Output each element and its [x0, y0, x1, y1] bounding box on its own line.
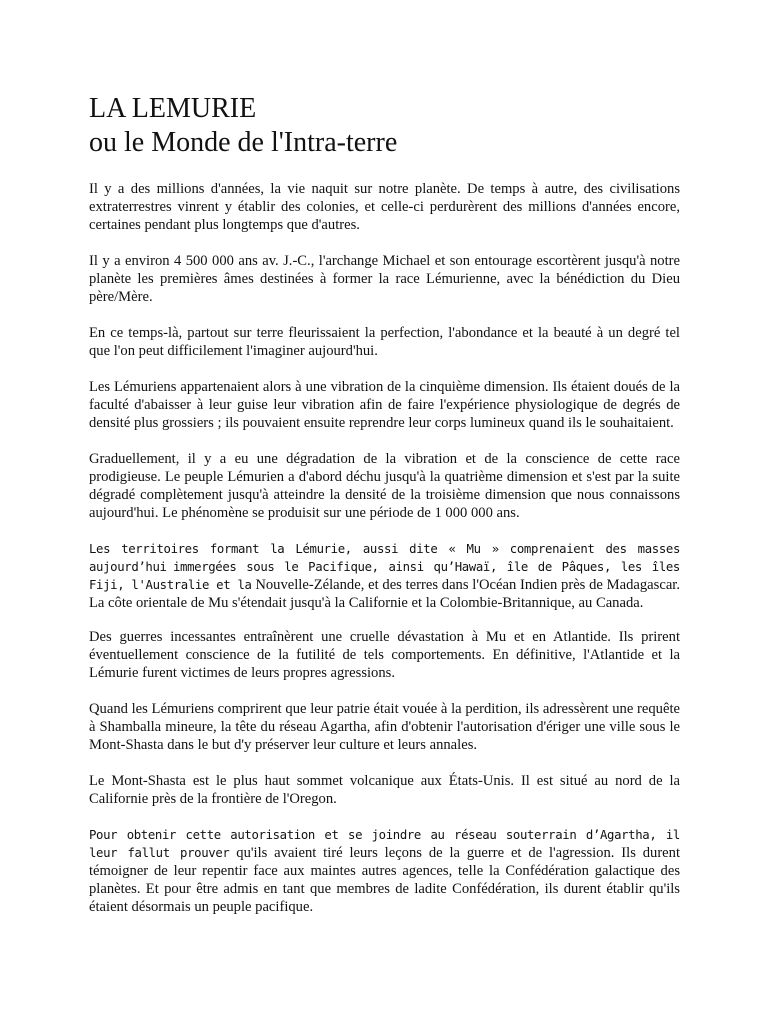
paragraph-9: Le Mont-Shasta est le plus haut sommet volcanique aux États-Unis. Il est situé au nord de la Californie près de la frontière de l'Oregon. [89, 773, 680, 807]
paragraph-10-rest: qu'ils avaient tiré leurs leçons de la guerre et de l'agression. Ils durent témoigner de leur repentir face aux maintes autres agences, telle la Confédération galactique des planètes. Et pour être admis en tant que membres de ladite Confédération, ils durent établir qu'ils étaient désormais un peuple pacifique. [89, 845, 681, 915]
title-line-2: ou le Monde de l'Intra-terre [89, 127, 398, 158]
paragraph-10-line-1: Pour obtenir cette autorisation et se joindre au réseau souterrain d’Agartha, il leur fallut prouver [89, 828, 680, 860]
title-line-1: LA LEMURIE [89, 93, 257, 124]
paragraph-6-rest: Nouvelle-Zélande, et des terres dans l'Océan Indien près de Madagascar. La côte orientale de Mu s'étendait jusqu'à la Californie et la Colombie-Britannique, au Canada. [89, 577, 680, 611]
paragraph-2: Il y a environ 4 500 000 ans av. J.-C., l'archange Michael et son entourage escortèrent jusqu'à notre planète les premières âmes destinées à former la race Lémurienne, avec la bénédiction du Dieu père/Mère. [89, 253, 680, 305]
document-title [89, 92, 680, 160]
paragraph-7: Des guerres incessantes entraînèrent une cruelle dévastation à Mu et en Atlantide. Ils prirent éventuellement conscience de la futilité de tels comportements. En définitive, l'Atlantide et la Lémurie furent victimes de leurs propres agressions. [89, 629, 680, 681]
paragraph-8: Quand les Lémuriens comprirent que leur patrie était vouée à la perdition, ils adressèrent une requête à Shamballa mineure, la tête du réseau Agartha, afin d'obtenir l'autorisation d'ériger une ville sous le Mont-Shasta dans le but d'y préserver leur culture et leurs annales. [89, 701, 680, 753]
paragraph-6-line-1: Les territoires formant la Lémurie, aussi dite « Mu » comprenaient des masses aujourd’hui [89, 542, 680, 574]
document-page [89, 92, 680, 934]
paragraph-10 [89, 826, 680, 916]
paragraph-1: Il y a des millions d'années, la vie naquit sur notre planète. De temps à autre, des civilisations extraterrestres vinrent y établir des colonies, et celle-ci perdurèrent des millions d'années encore, certaines pendant plus longtemps que d'autres. [89, 181, 680, 233]
paragraph-4: Les Lémuriens appartenaient alors à une vibration de la cinquième dimension. Ils étaient doués de la faculté d'abaisser à leur guise leur vibration afin de faire l'expérience physiologique de degrés de densité plus grossiers ; ils pouvaient ensuite reprendre leur corps lumineux quand ils le souhaitaient. [89, 379, 680, 431]
paragraph-6-line-2: immergées sous le Pacifique, ainsi qu’Hawaï, île de Pâques, les îles Fiji, l'Australie et la [89, 560, 680, 592]
paragraph-6 [89, 540, 680, 612]
paragraph-5: Graduellement, il y a eu une dégradation de la vibration et de la conscience de cette race prodigieuse. Le peuple Lémurien a d'abord déchu jusqu'à la quatrième dimension et s'est par la suite dégradé complètement jusqu'à atteindre la densité de la troisième dimension que nous connaissons aujourd'hui. Le phénomène se produisit sur une période de 1 000 000 ans. [89, 451, 680, 521]
paragraph-3: En ce temps-là, partout sur terre fleurissaient la perfection, l'abondance et la beauté à un degré tel que l'on peut difficilement l'imaginer aujourd'hui. [89, 325, 680, 359]
